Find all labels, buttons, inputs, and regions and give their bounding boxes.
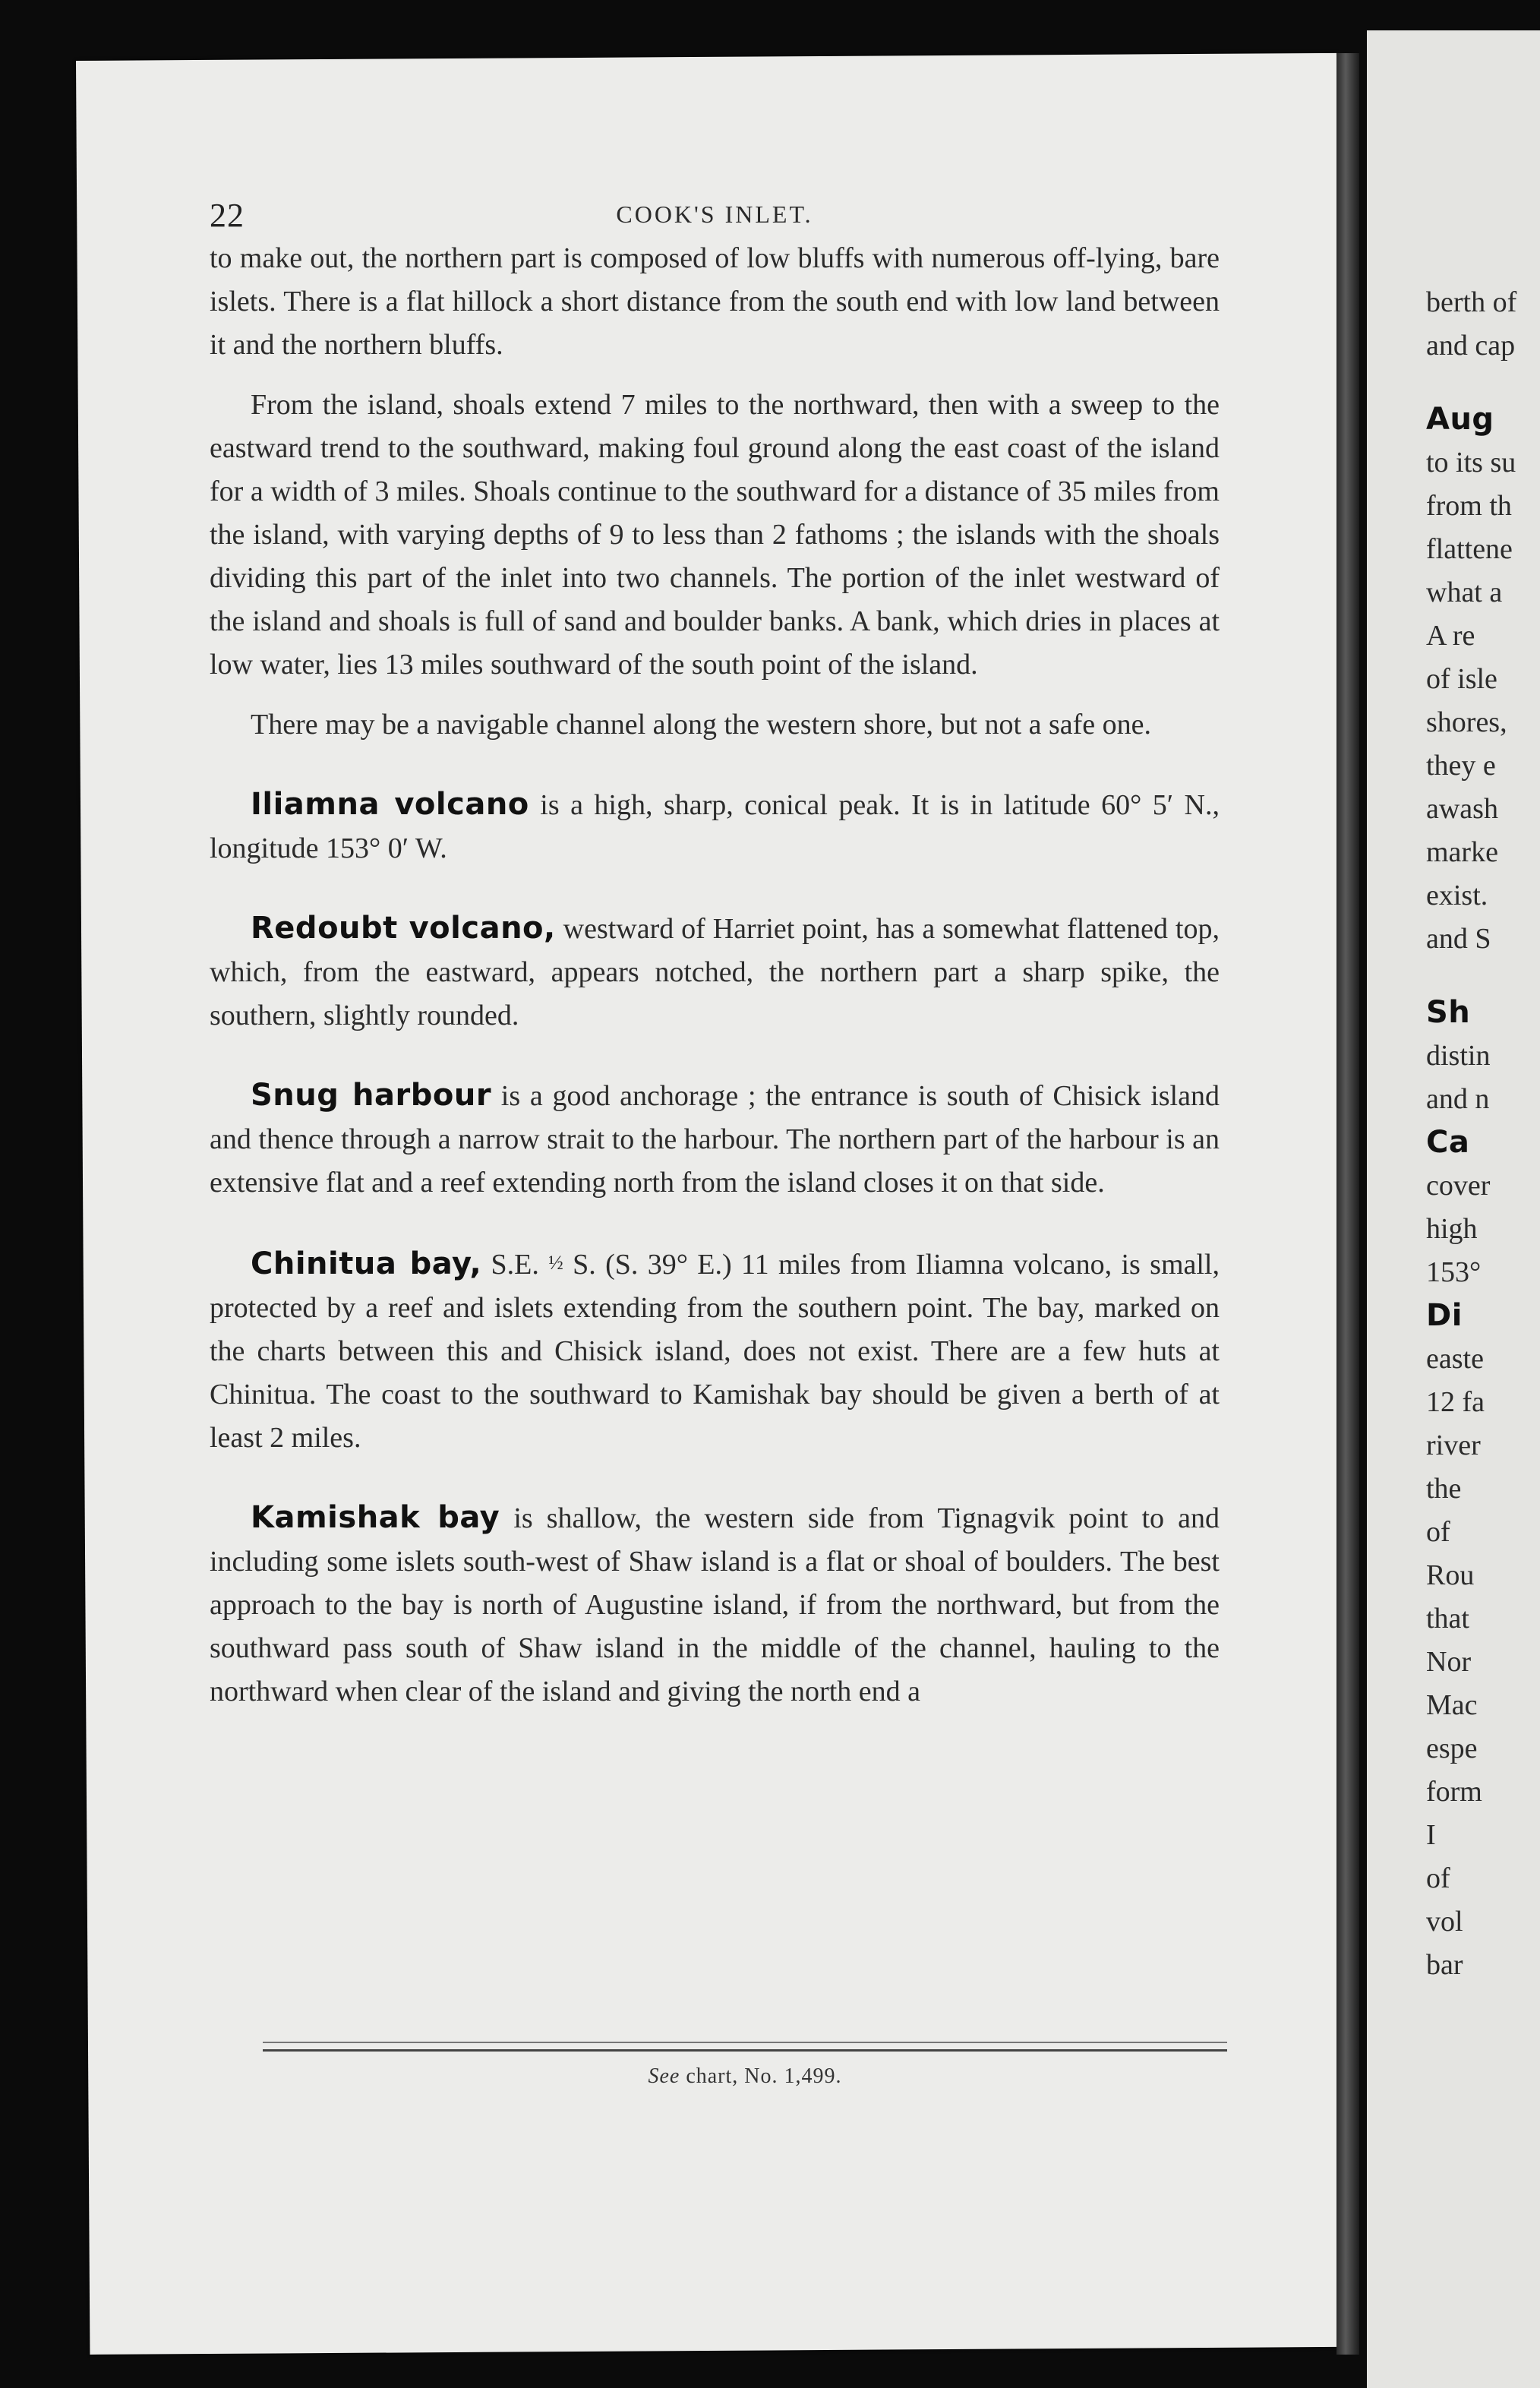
- facing-page-line: from th: [1426, 490, 1512, 522]
- facing-page-line: and n: [1426, 1083, 1490, 1115]
- page-body: [210, 237, 1220, 1730]
- facing-page-line: river: [1426, 1429, 1481, 1461]
- facing-page-line: A re: [1426, 620, 1475, 652]
- entry-text: S. (S. 39° E.) 11 miles from Iliamna volcano, is small, protected by a reef and islets extending from the southern point. The bay, marked on the charts between this and Chisick island, does not exist. There are a few huts at Chinitua. The coast to the southward to Kamishak bay should be given a berth of at least 2 miles.: [210, 1249, 1220, 1454]
- facing-page-line: Sh: [1426, 995, 1471, 1030]
- facing-page-line: awash: [1426, 793, 1498, 825]
- facing-page-line: exist.: [1426, 880, 1488, 911]
- fraction: ½: [548, 1252, 563, 1274]
- entry-text: is shallow, the western side from Tignagvik point to and including some islets south-west of Shaw island is a flat or shoal of boulders. The best approach to the bay is north of Augustine island, if from the northward, but from the southward pass south of Shaw island in the middle of the channel, hauling to the northward when clear of the island and giving the north end a: [210, 1502, 1220, 1707]
- facing-page-line: Rou: [1426, 1559, 1475, 1591]
- facing-page-line: of: [1426, 1516, 1450, 1548]
- entry-kamishak-bay: [210, 1496, 1220, 1714]
- facing-page-line: and cap: [1426, 330, 1516, 362]
- entry-heading: Kamishak bay: [251, 1500, 500, 1535]
- entry-heading: Iliamna volcano: [251, 787, 529, 822]
- running-title: COOK'S INLET.: [616, 201, 813, 228]
- entry-text: is a high, sharp, conical peak. It is in latitude 60° 5′ N., longitude 153° 0′ W.: [210, 789, 1220, 864]
- facing-page-line: 12 fa: [1426, 1386, 1485, 1418]
- entry-heading: Snug harbour: [251, 1078, 492, 1113]
- facing-page-line: to its su: [1426, 447, 1516, 479]
- page-number: 22: [210, 197, 245, 234]
- facing-page-line: form: [1426, 1776, 1482, 1808]
- facing-page-line: Ca: [1426, 1125, 1470, 1160]
- facing-page-line: vol: [1426, 1906, 1463, 1938]
- footnote: [263, 2064, 1227, 2089]
- facing-page-line: [1426, 961, 1540, 991]
- facing-page-line: shores,: [1426, 706, 1507, 738]
- paragraph-shoals: From the island, shoals extend 7 miles to the northward, then with a sweep to the eastward trend to the southward, making foul ground along the east coast of the island for a width of 3 miles. Shoals continue to the southward for a distance of 35 miles from the island, with varying depths of 9 to less than 2 fathoms ; the islands with the shoals dividing this part of the inlet into two channels. The portion of the inlet westward of the island and shoals is full of sand and boulder banks. A bank, which dries in places at low water, lies 13 miles southward of the south point of the island.: [210, 389, 1220, 681]
- facing-page-line: the: [1426, 1473, 1462, 1505]
- facing-page-line: I: [1426, 1819, 1436, 1851]
- facing-page-line: of isle: [1426, 663, 1497, 695]
- facing-page-line: Di: [1426, 1298, 1463, 1333]
- footnote-see: See: [648, 2064, 680, 2088]
- entry-text: is a good anchorage ; the entrance is south of Chisick island and thence through a narrow strait to the harbour. The northern part of the harbour is an extensive flat and a reef extending north from the island closes it on that side.: [210, 1080, 1220, 1199]
- paragraph-continuation: to make out, the northern part is composed of low bluffs with numerous off-lying, bare islets. There is a flat hillock a short distance from the south end with low land between it and the northern bluffs.: [210, 242, 1220, 361]
- facing-page-line: bar: [1426, 1949, 1463, 1981]
- entry-redoubt-volcano: [210, 907, 1220, 1038]
- facing-page-line: what a: [1426, 576, 1503, 608]
- book-binding-gutter: [1336, 53, 1359, 2355]
- facing-page-line: berth of: [1426, 286, 1517, 318]
- entry-iliamna-volcano: [210, 783, 1220, 870]
- entry-text-bearing: S.E.: [481, 1249, 549, 1281]
- facing-page-line: that: [1426, 1603, 1469, 1635]
- entry-text: westward of Harriet point, has a somewhat flattened top, which, from the eastward, appears notched, the northern part a sharp spike, the southern, slightly rounded.: [210, 913, 1220, 1031]
- facing-page-line: distin: [1426, 1040, 1491, 1072]
- entry-chinitua-bay: [210, 1241, 1220, 1460]
- facing-page-line: of: [1426, 1862, 1450, 1894]
- facing-page-line: flattene: [1426, 533, 1513, 565]
- facing-page-line: easte: [1426, 1343, 1484, 1375]
- facing-page-line: and S: [1426, 923, 1491, 955]
- entry-heading: Chinitua bay,: [251, 1246, 482, 1281]
- facing-page-line: they e: [1426, 750, 1496, 782]
- footnote-text: chart, No. 1,499.: [680, 2064, 842, 2088]
- paragraph-channel: There may be a navigable channel along the western shore, but not a safe one.: [251, 709, 1151, 741]
- facing-page-line: 153°: [1426, 1256, 1482, 1288]
- facing-page-line: espe: [1426, 1733, 1478, 1764]
- facing-page-line: cover: [1426, 1170, 1491, 1202]
- entry-heading: Redoubt volcano,: [251, 911, 556, 946]
- footnote-rule: [263, 2049, 1227, 2052]
- facing-page-line: Mac: [1426, 1689, 1478, 1721]
- footnote-rule: [263, 2042, 1227, 2043]
- facing-page-line: high: [1426, 1213, 1478, 1245]
- entry-snug-harbour: [210, 1074, 1220, 1205]
- facing-page-text: [1426, 281, 1540, 1987]
- facing-page-line: [1426, 368, 1540, 398]
- facing-page-line: Nor: [1426, 1646, 1472, 1678]
- facing-page-line: marke: [1426, 836, 1498, 868]
- facing-page-line: Aug: [1426, 402, 1494, 437]
